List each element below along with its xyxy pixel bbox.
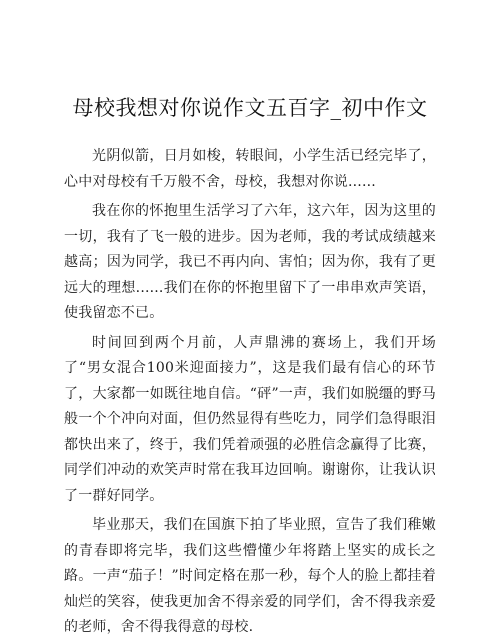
paragraph-2: 我在你的怀抱里生活学习了六年，这六年，因为这里的一切，我有了飞一般的进步。因为老师，我的考试成绩越来越高；因为同学，我已不再内向、害怕；因为你，我有了更远大的理想......我们在你的怀抱里留下了一串串欢声笑语，使我留恋不已。 <box>64 203 436 321</box>
article-title: 母校我想对你说作文五百字_初中作文 <box>72 96 428 120</box>
paragraph-1: 光阴似箭，日月如梭，转眼间，小学生活已经完毕了，心中对母校有千万般不舍，母校，我想对你说...... <box>64 148 436 190</box>
paragraph-3: 时间回到两个月前，人声鼎沸的赛场上，我们开场了“男女混合100米迎面接力”，这是我们最有信心的环节了，大家都一如既往地自信。“砰”一声，我们如脱缰的野马般一个个冲向对面，但仍然显得有些吃力，同学们急得眼泪都快出来了，终于，我们凭着顽强的必胜信念赢得了比赛，同学们冲动的欢笑声时常在我耳边回响。谢谢你，让我认识了一群好同学。 <box>64 334 436 504</box>
paragraph-4: 毕业那天，我们在国旗下拍了毕业照，宣告了我们稚嫩的青春即将完毕，我们这些懵懂少年将踏上坚实的成长之路。一声“茄子！”时间定格在那一秒，每个人的脸上都挂着灿烂的笑容，使我更加舍不得亲爱的同学们，舍不得我亲爱的老师，舍不得我得意的母校. <box>64 517 436 635</box>
